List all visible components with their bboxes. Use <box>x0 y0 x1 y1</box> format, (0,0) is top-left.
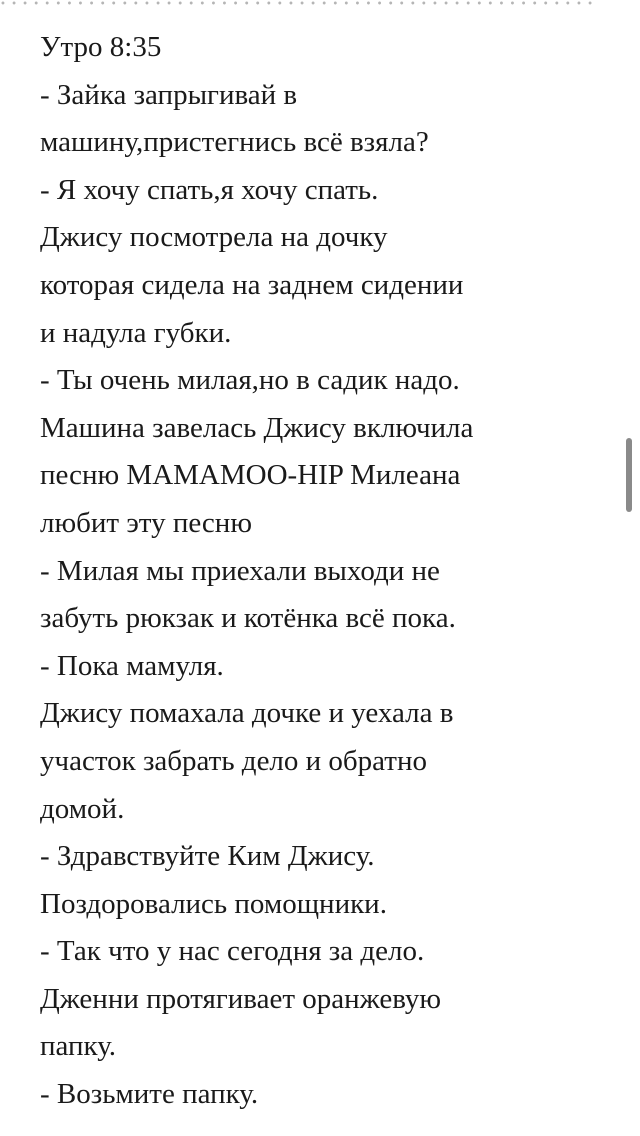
story-line: песню MAMAMOO-HIP Милеана <box>40 459 461 492</box>
story-line: участок забрать дело и обратно <box>40 744 427 777</box>
story-line: домой. <box>40 792 125 825</box>
story-line: Джису помахала дочке и уехала в <box>40 697 454 730</box>
story-line: - Ты очень милая,но в садик надо. <box>40 364 460 397</box>
story-line: любит эту песню <box>40 506 252 539</box>
story-line: машину,пристегнись всё взяла? <box>40 126 429 159</box>
story-line: Джису посмотрела на дочку <box>40 221 388 254</box>
story-text <box>40 24 600 1119</box>
story-line: Поздоровались помощники. <box>40 887 387 920</box>
story-line: папку. <box>40 1030 117 1063</box>
story-line: забуть рюкзак и котёнка всё пока. <box>40 602 456 635</box>
story-line: - Так что у нас сегодня за дело. <box>40 935 425 968</box>
story-line: Машина завелась Джису включила <box>40 411 474 444</box>
story-line: - Я хочу спать,я хочу спать. <box>40 173 379 206</box>
story-line: - Милая мы приехали выходи не <box>40 554 440 587</box>
story-line: Дженни протягивает оранжевую <box>40 982 442 1015</box>
story-line: которая сидела на заднем сидении <box>40 268 464 301</box>
story-line: Утро 8:35 <box>40 31 162 63</box>
story-line: и надула губки. <box>40 316 232 349</box>
story-line: - Зайка запрыгивай в <box>40 78 298 111</box>
story-line: - Здравствуйте Ким Джису. <box>40 840 375 873</box>
scrollbar-thumb[interactable] <box>626 438 632 512</box>
story-line: - Возьмите папку. <box>40 1078 259 1111</box>
story-line: - Пока мамуля. <box>40 649 224 682</box>
top-dotted-edge: • • • • • • • • • • • • • • • • • • • • • • • • • • • • • • • • • • • • • • • • • • • • • • • • • • • • • • <box>0 0 594 10</box>
